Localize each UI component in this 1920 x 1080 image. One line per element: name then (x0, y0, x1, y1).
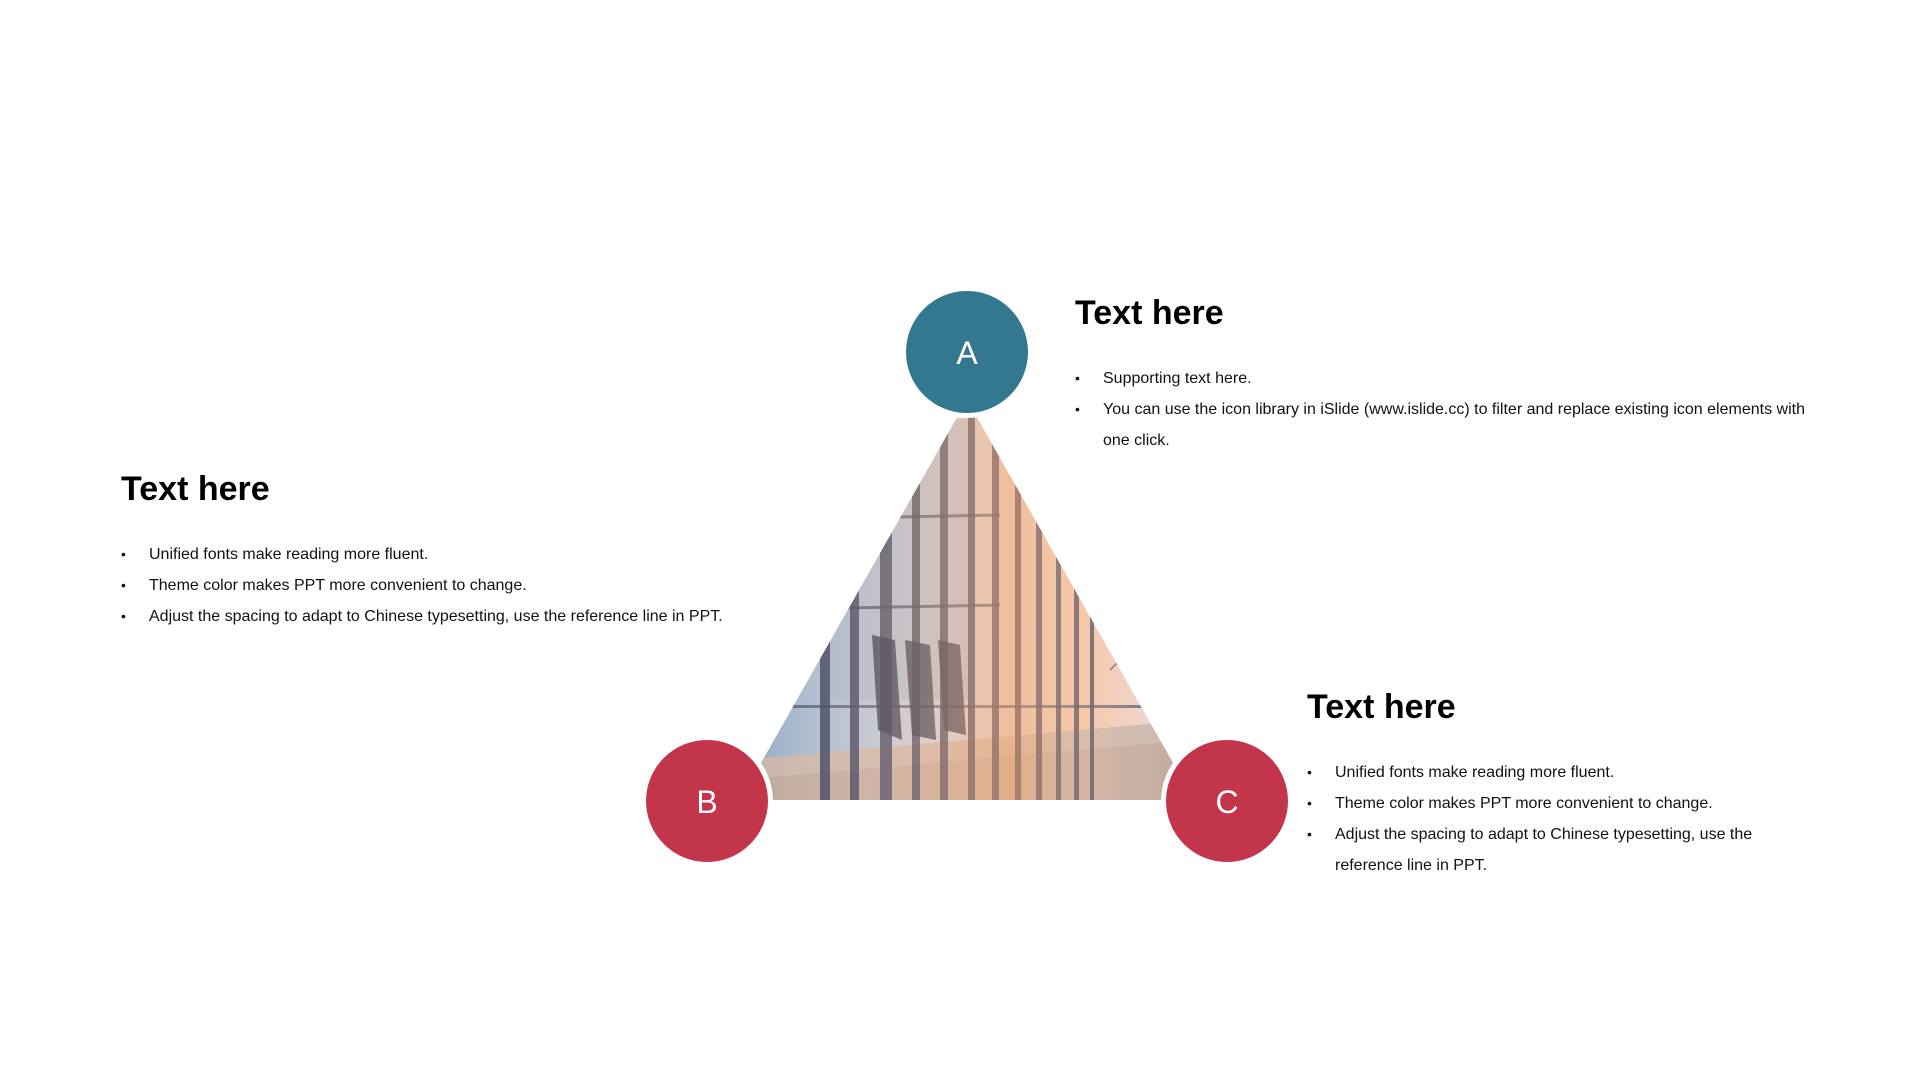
node-a (901, 286, 1033, 418)
block-c-title: Text here (1307, 688, 1456, 726)
block-c-bullet-3: • Adjust the spacing to adapt to Chinese typesetting, use the reference line in PPT. (1307, 819, 1807, 881)
block-a-bullet-2: • You can use the icon library in iSlide (www.islide.cc) to filter and replace existing icon elements with one click. (1075, 394, 1815, 456)
text-block-a (1075, 294, 1815, 456)
block-b-bullets (121, 539, 761, 632)
block-c-bullet-2: • Theme color makes PPT more convenient to change. (1307, 788, 1807, 819)
block-a-bullet-1: • Supporting text here. (1075, 363, 1815, 394)
block-b-title: Text here (121, 470, 270, 508)
node-c (1161, 735, 1293, 867)
text-block-b (121, 470, 761, 632)
building-photo (740, 400, 1195, 800)
node-a-label: A (956, 335, 978, 371)
block-c-bullets (1307, 757, 1807, 881)
block-c-bullet-1: • Unified fonts make reading more fluent. (1307, 757, 1807, 788)
block-b-bullet-2: • Theme color makes PPT more convenient to change. (121, 570, 761, 601)
text-block-c (1307, 688, 1807, 881)
node-b (641, 735, 773, 867)
block-b-bullet-1: • Unified fonts make reading more fluent. (121, 539, 761, 570)
block-a-bullets (1075, 363, 1815, 456)
block-a-title: Text here (1075, 294, 1224, 332)
node-c-label: C (1215, 784, 1239, 820)
node-b-label: B (696, 784, 718, 820)
block-b-bullet-3: • Adjust the spacing to adapt to Chinese typesetting, use the reference line in PPT. (121, 601, 761, 632)
